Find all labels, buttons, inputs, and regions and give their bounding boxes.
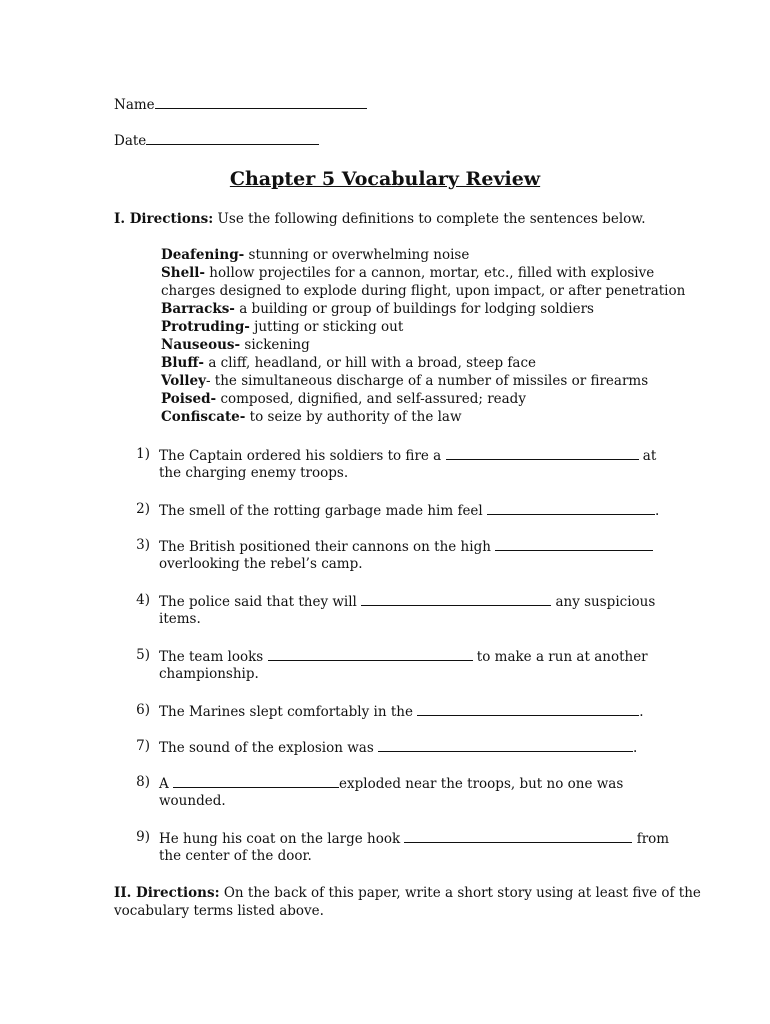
vocab-item: Barracks- a building or group of buildings for lodging soldiers xyxy=(161,301,594,317)
answer-blank[interactable] xyxy=(268,647,473,661)
name-row xyxy=(114,95,367,113)
vocab-item: Confiscate- to seize by authority of the law xyxy=(161,409,462,425)
date-label: Date xyxy=(114,133,147,149)
date-row xyxy=(114,131,319,149)
vocab-item: Poised- composed, dignified, and self-assured; ready xyxy=(161,391,526,407)
vocab-item-continued: charges designed to explode during flight, upon impact, or after penetration xyxy=(161,283,686,299)
answer-blank[interactable] xyxy=(173,774,339,788)
section2-heading: II. Directions: xyxy=(114,885,220,901)
vocab-item: Protruding- jutting or sticking out xyxy=(161,319,404,335)
worksheet-page: Name Date Chapter 5 Vocabulary Review I. Directions: Use the following definitions to complete the sentences below. Deafening- stunning or overwhelming noise Shell- hollow projectiles for a cannon, mortar, etc., filled with explosive charges designed to explode during flight, upon impact, or after penetration Barracks- a building or group of buildings for lodging soldiers Protruding- jutting or sticking out Nauseous- sickening Bluff- a cliff, headland, or hill with a broad, steep face Volley- the simultaneous discharge of a number of missiles or firearms Poised- composed, dignified, and self-assured; ready Confiscate- to seize by authority of the law 1) The Captain ordered his soldiers to fire a at the charging enemy troops. 2) The smell of the rotting garbage made him feel . 3) The British positioned their cannons on the high overlooking the rebel’s camp. 4) The police said that they will any suspicious items. 5) The team looks to make a run at another championship. 6) The Marines slept comfortably in the . 7) The sound of the explosion was . 8) A exploded near the troops, but no one was wounded. 9) He hung his coat on the large hook from the center of the door. II. Directions: On the back of this paper, write a short story using at least five of the vocabulary terms listed above. xyxy=(0,0,770,1024)
answer-blank[interactable] xyxy=(378,738,633,752)
section2-directions xyxy=(114,884,701,902)
answer-blank[interactable] xyxy=(487,501,655,515)
vocab-item: Nauseous- sickening xyxy=(161,337,310,353)
answer-blank[interactable] xyxy=(417,702,639,716)
vocab-item: Shell- hollow projectiles for a cannon, mortar, etc., filled with explosive xyxy=(161,265,655,281)
section2-text-line2: vocabulary terms listed above. xyxy=(114,903,324,919)
answer-blank[interactable] xyxy=(495,537,653,551)
name-blank[interactable] xyxy=(155,95,367,109)
vocab-list xyxy=(161,246,685,426)
answer-blank[interactable] xyxy=(404,829,632,843)
section1-text: Use the following definitions to complete the sentences below. xyxy=(213,211,646,227)
name-label: Name xyxy=(114,97,155,113)
answer-blank[interactable] xyxy=(446,446,639,460)
answer-blank[interactable] xyxy=(361,592,551,606)
vocab-item: Volley- the simultaneous discharge of a number of missiles or firearms xyxy=(161,373,649,389)
section2-text: On the back of this paper, write a short story using at least five of the xyxy=(219,885,701,901)
date-blank[interactable] xyxy=(146,131,319,145)
section1-directions xyxy=(114,210,646,228)
vocab-item: Deafening- stunning or overwhelming noise xyxy=(161,247,470,263)
page-title: Chapter 5 Vocabulary Review xyxy=(229,168,541,190)
vocab-item: Bluff- a cliff, headland, or hill with a broad, steep face xyxy=(161,355,537,371)
section1-heading: I. Directions: xyxy=(114,211,214,227)
